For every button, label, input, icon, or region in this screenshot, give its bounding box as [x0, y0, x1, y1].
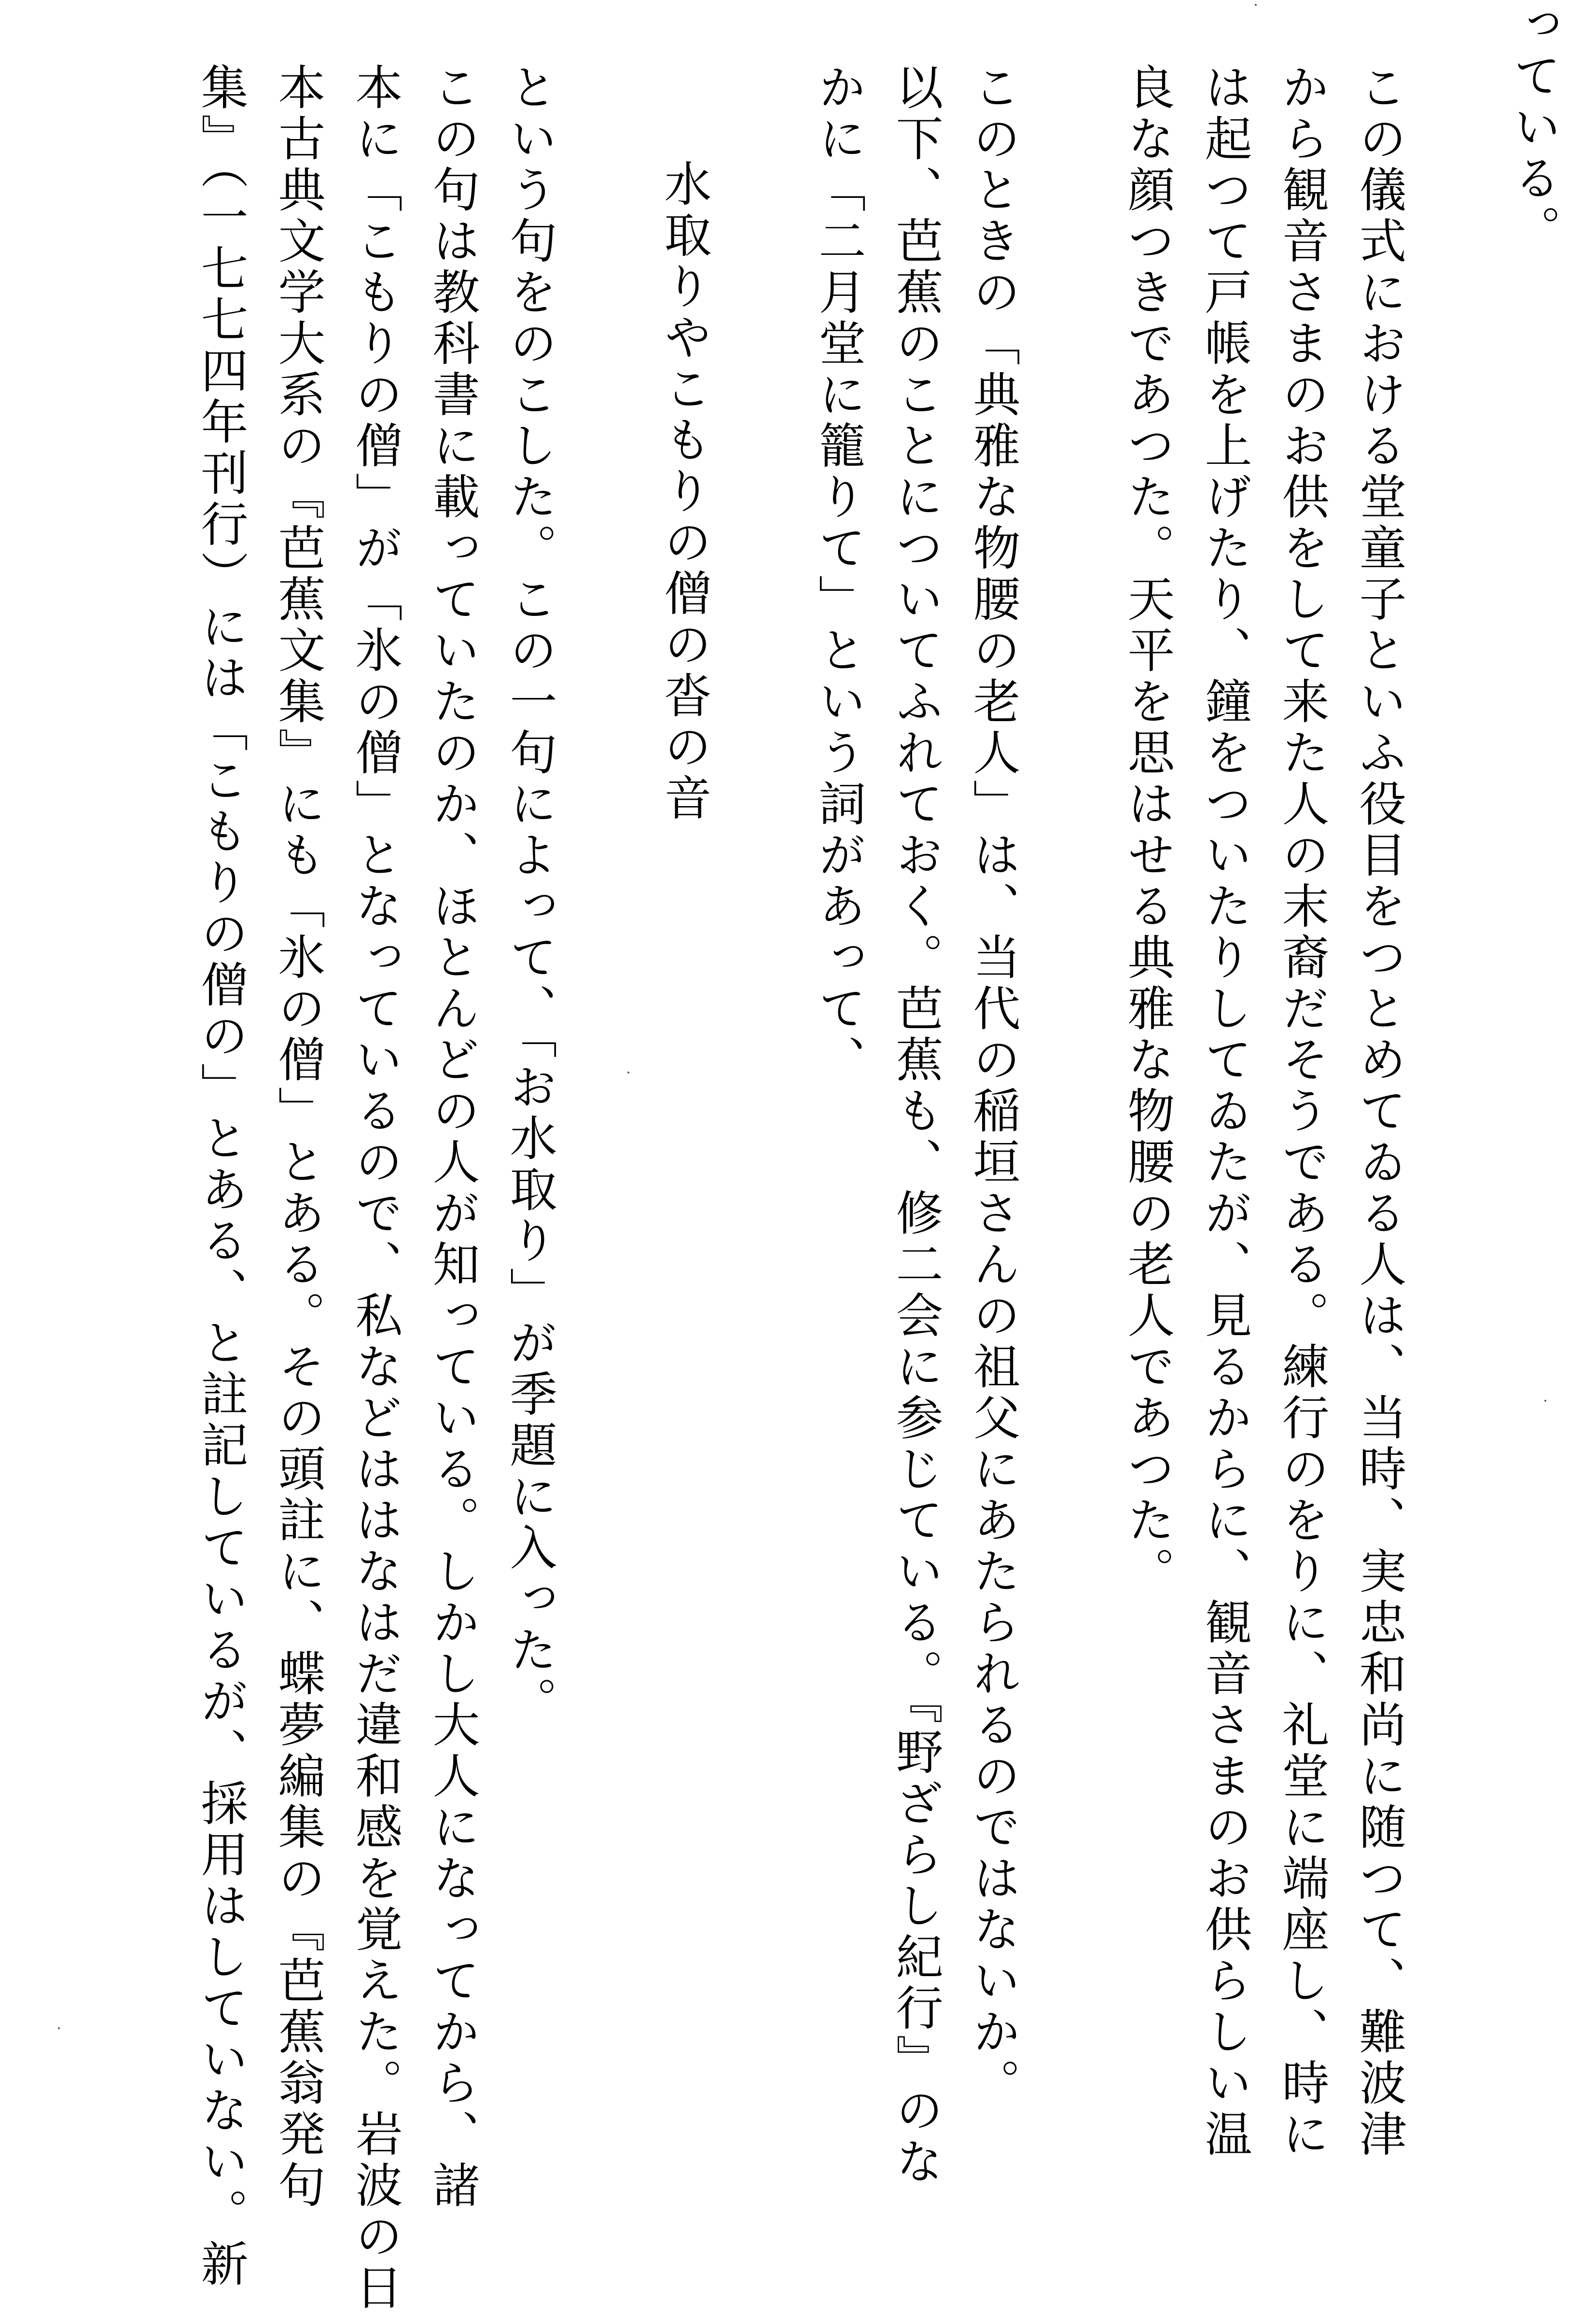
text-line-16: 本に「こもりの僧」が「氷の僧」となっているので、私などははなはだ違和感を覚えた。岩波の日: [347, 63, 402, 2314]
scan-speck: [58, 2027, 60, 2029]
text-line-4: から観音さまのお供をして来た人の末裔だそうである。練行のをりに、礼堂に端座し、時に: [1274, 63, 1329, 2161]
text-line-1: っている。: [1506, 0, 1561, 256]
text-line-6: 良な顔つきであつた。天平を思はせる典雅な物腰の老人であつた。: [1120, 63, 1175, 1598]
text-line-18: 集』（一七七四年刊行）には「こもりの僧の」とある、と註記しているが、採用はしていない。新: [193, 63, 248, 2290]
scan-speck: [1544, 1400, 1546, 1402]
text-line-9: 以下、芭蕉のことについてふれておく。芭蕉も、修二会に参じている。『野ざらし紀行』のな: [888, 63, 943, 2188]
text-line-14: という句をのこした。この一句によって、「お水取り」が季題に入った。: [502, 63, 557, 1728]
text-line-5: は起つて戸帳を上げたり、鐘をついたりしてゐたが、見るからに、観音さまのお供らしい温: [1197, 63, 1252, 2161]
scan-speck: [627, 1072, 629, 1073]
text-line-12: 水取りやこもりの僧の沓の音: [656, 159, 711, 824]
scan-speck: [1255, 4, 1257, 6]
text-line-8: このときの「典雅な物腰の老人」は、当代の稲垣さんの祖父にあたられるのではないか。: [965, 63, 1020, 2109]
text-line-3: この儀式における堂童子といふ役目をつとめてゐる人は、当時、実忠和尚に随つて、難波津: [1351, 63, 1406, 2161]
text-line-15: この句は教科書に載っていたのか、ほとんどの人が知っている。しかし大人になってから、諸: [425, 63, 480, 2212]
text-line-17: 本古典文学大系の『芭蕉文集』にも「氷の僧」とある。その頭註に、蝶夢編集の『芭蕉翁発句: [270, 63, 325, 2212]
text-line-10: かに「二月堂に籠りて」という詞があって、: [811, 63, 866, 1086]
